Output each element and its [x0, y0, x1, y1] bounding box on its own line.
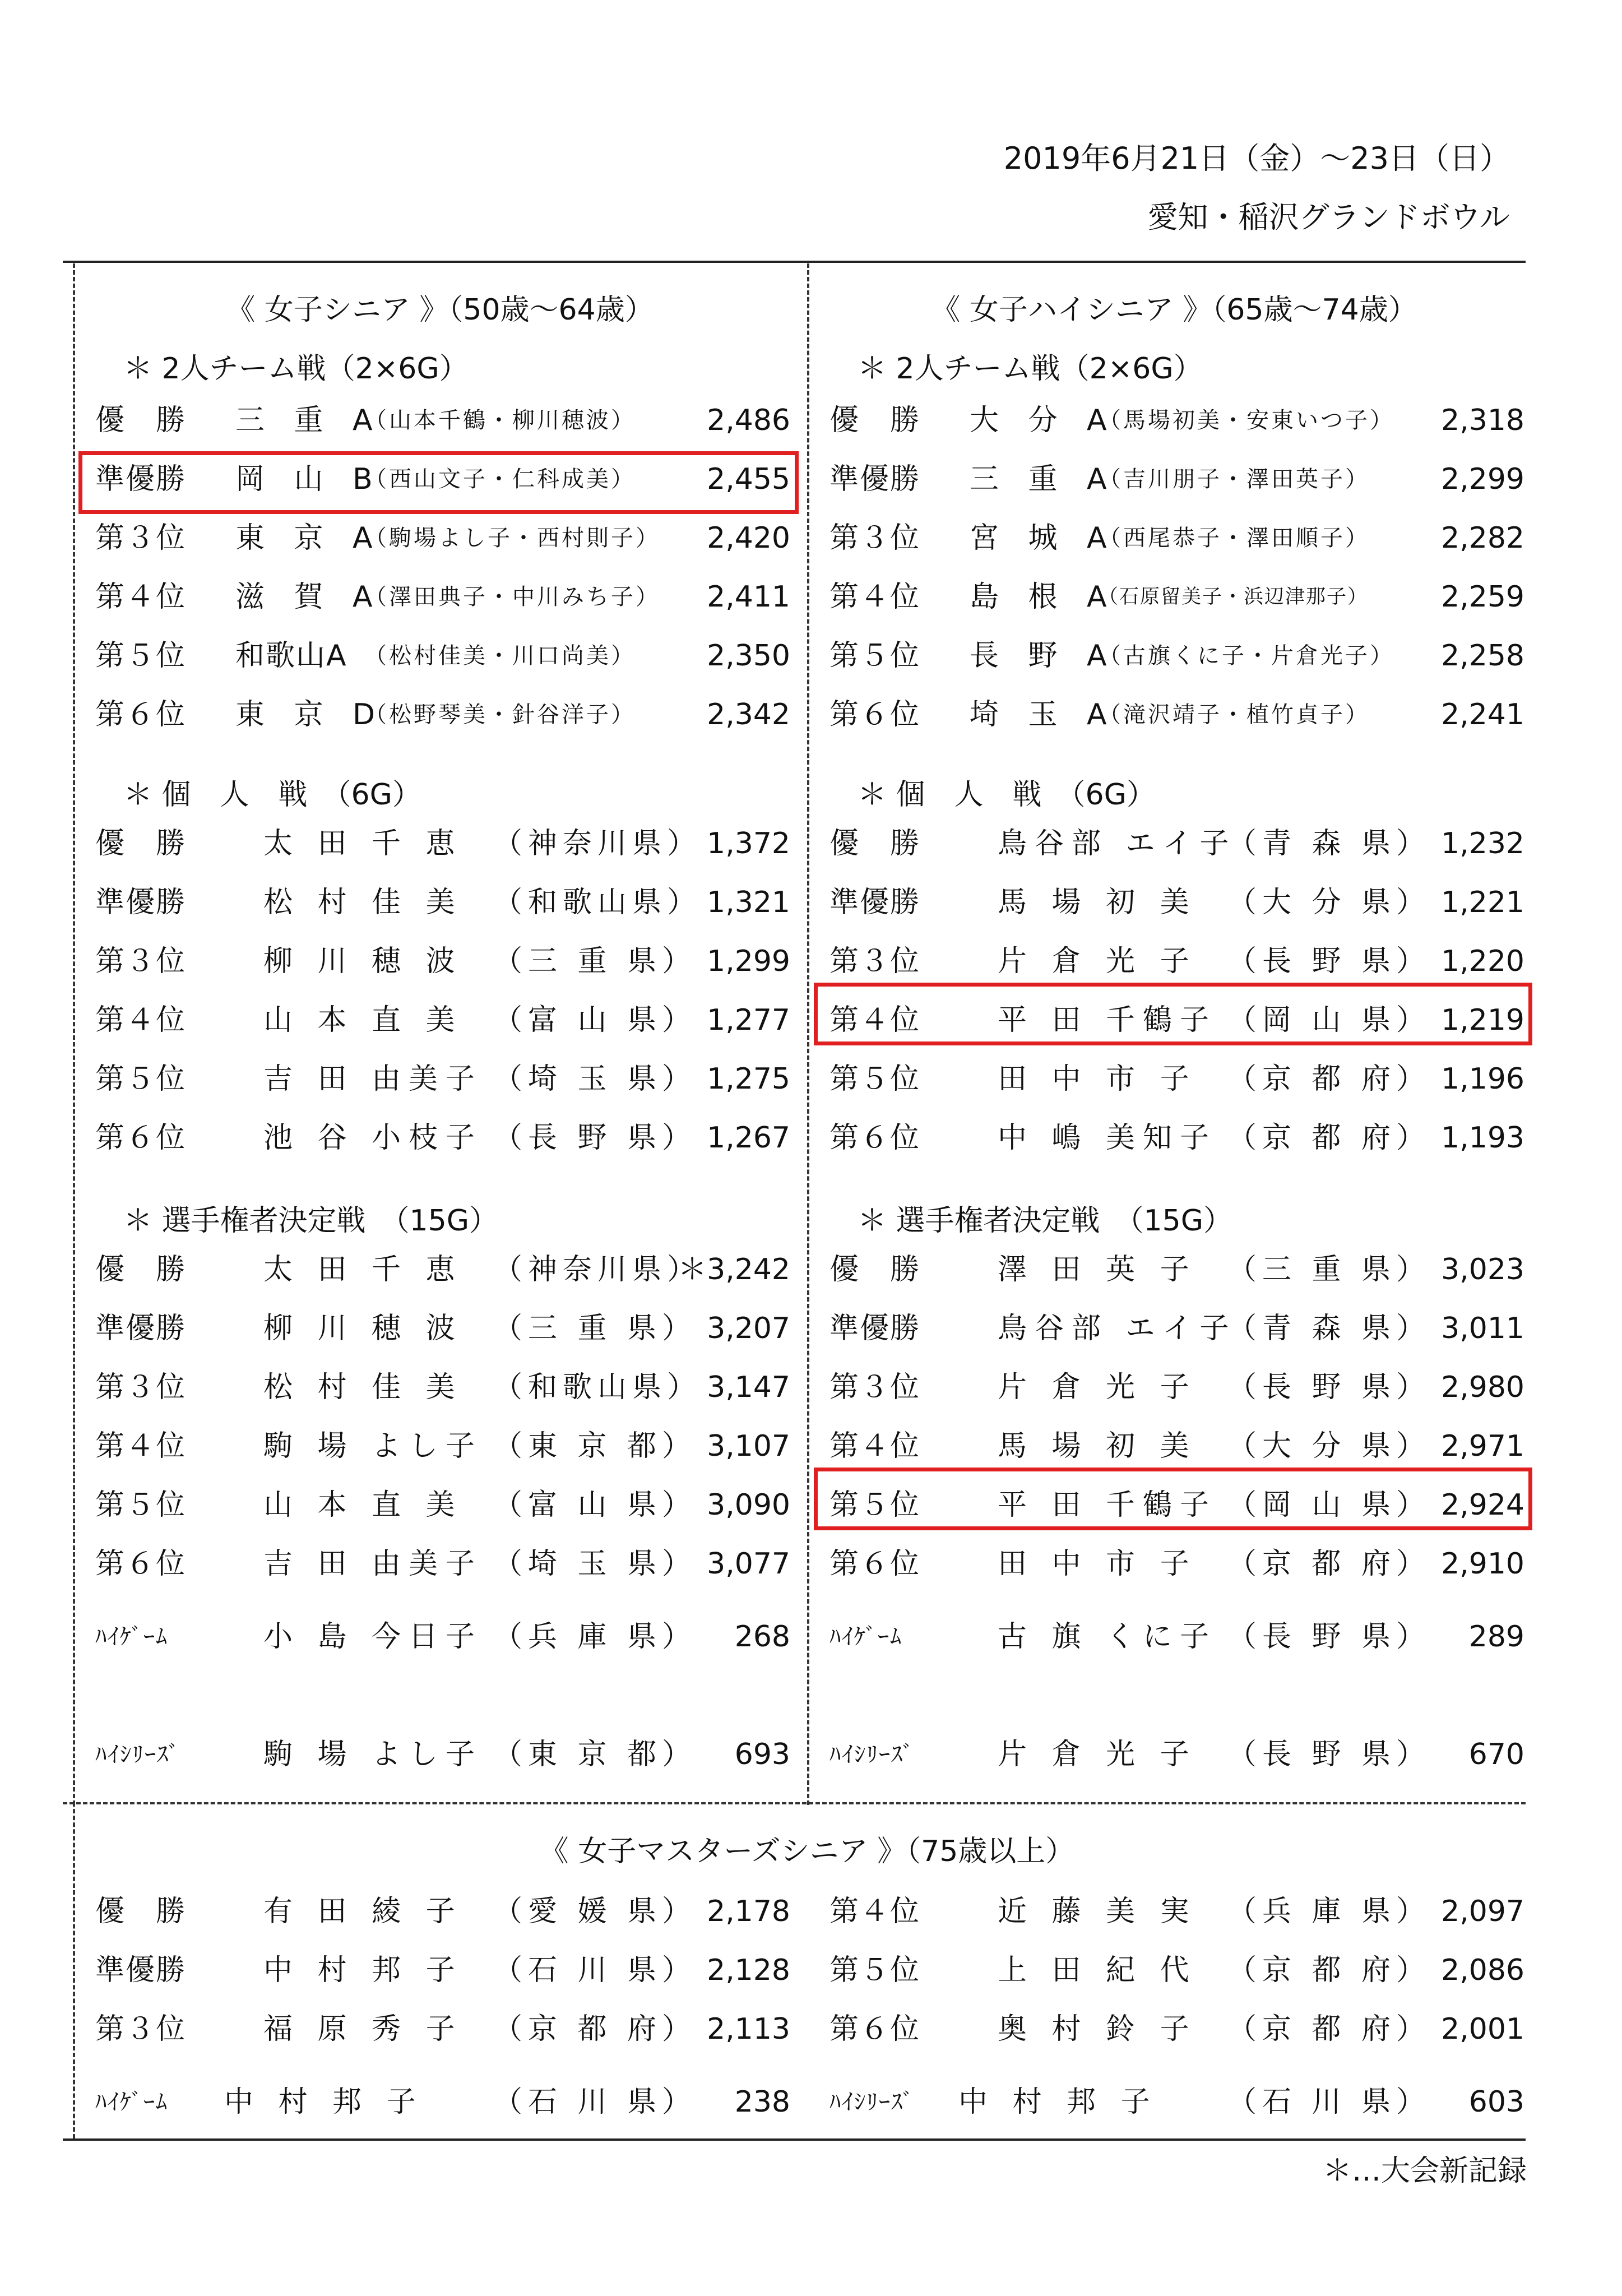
senior-indiv-row — [84, 818, 796, 869]
score: 2,420 — [707, 521, 790, 555]
rank: 第５位 — [829, 1954, 921, 1987]
score: 2,258 — [1441, 639, 1524, 673]
rank: 第３位 — [95, 521, 187, 555]
player-name: 馬 場 初 美 — [998, 886, 1197, 919]
score: 2,086 — [1441, 1954, 1524, 1987]
score: 289 — [1468, 1620, 1524, 1654]
player-name: 柳 川 穂 波 — [263, 1312, 463, 1345]
rank: 第５位 — [829, 639, 921, 673]
player-name: 太 田 千 恵 — [263, 1253, 463, 1286]
prefecture: （和歌山県） — [493, 1371, 702, 1404]
score: 2,241 — [1441, 698, 1524, 732]
masters-row — [84, 1945, 796, 1996]
masters-row — [818, 1886, 1530, 1937]
senior-indiv-row — [84, 936, 796, 987]
prefecture: （三 重 県） — [493, 945, 697, 978]
player-name: 田 中 市 子 — [998, 1547, 1197, 1581]
team-members: （松村佳美・川口尚美） — [364, 643, 636, 669]
senior-team-row — [84, 395, 796, 446]
score: 1,220 — [1441, 945, 1524, 978]
rank: 優 勝 — [95, 1895, 187, 1928]
prefecture: （京 都 府） — [1227, 1954, 1431, 1987]
masters-row — [84, 2004, 796, 2054]
score: 3,077 — [707, 1547, 790, 1581]
team-name: 長 野 A — [970, 639, 1117, 673]
player-name: 奥 村 鈴 子 — [998, 2012, 1197, 2046]
player-name: 馬 場 初 美 — [998, 1429, 1197, 1463]
high-senior-team-row — [818, 454, 1530, 504]
team-members: （山本千鶴・柳川穂波） — [364, 408, 636, 433]
rank: 第５位 — [95, 1062, 187, 1096]
prefecture: （愛 媛 県） — [493, 1895, 697, 1928]
highlight-box — [78, 451, 799, 514]
score: 2,455 — [707, 462, 790, 496]
score: 693 — [734, 1738, 790, 1771]
player-name: 池 谷 小枝子 — [263, 1121, 483, 1155]
senior-team-row — [84, 631, 796, 681]
score: 1,267 — [707, 1121, 790, 1155]
high-senior-indiv-row — [818, 877, 1530, 928]
score: 2,128 — [707, 1954, 790, 1987]
senior-indiv-row — [84, 1113, 796, 1163]
rank: 第６位 — [829, 1121, 921, 1155]
rank: ﾊｲｹﾞｰﾑ — [95, 1624, 168, 1650]
prefecture: （長 野 県） — [1227, 1620, 1431, 1654]
prefecture: （神奈川県） — [493, 1253, 702, 1286]
team-members: （石原留美子・浜辺津那子） — [1099, 586, 1369, 608]
prefecture: （和歌山県） — [493, 886, 702, 919]
rank: 第５位 — [95, 639, 187, 673]
high-senior-team-row — [818, 395, 1530, 446]
team-members: （吉川朋子・澤田英子） — [1099, 466, 1370, 492]
senior-team-row — [84, 689, 796, 740]
prefecture: （兵 庫 県） — [493, 1620, 697, 1654]
masters-left-border — [73, 1802, 75, 2138]
rank: 第４位 — [829, 580, 921, 614]
record-footnote: ＊…大会新記録 — [1322, 2154, 1527, 2188]
prefecture: （東 京 都） — [493, 1429, 697, 1463]
senior-team-row — [84, 513, 796, 563]
score: 2,001 — [1441, 2012, 1524, 2046]
prefecture: （富 山 県） — [493, 1488, 697, 1522]
rank: 第５位 — [95, 1488, 187, 1522]
prefecture: （埼 玉 県） — [493, 1062, 697, 1096]
player-name: 中 嶋 美知子 — [998, 1121, 1217, 1155]
score: 1,196 — [1441, 1062, 1524, 1096]
rank: 優 勝 — [829, 404, 921, 437]
prefecture: （三 重 県） — [493, 1312, 697, 1345]
rank: 第３位 — [829, 1371, 921, 1404]
senior-champ-row — [84, 1362, 796, 1413]
senior-indiv-row — [84, 995, 796, 1045]
high-senior-indiv-title: ＊ 個 人 戦 （6G） — [858, 778, 1156, 812]
rank: 第４位 — [95, 1429, 187, 1463]
high-senior-indiv-row — [818, 936, 1530, 987]
score: 2,113 — [707, 2012, 790, 2046]
rank: 第３位 — [95, 1371, 187, 1404]
player-name: 中 村 邦 子 — [224, 2085, 424, 2119]
senior-team-row — [84, 572, 796, 622]
high-senior-champ-row — [818, 1244, 1530, 1295]
team-members: （澤田典子・中川みち子） — [364, 584, 660, 610]
team-name: 島 根 A — [970, 580, 1117, 614]
high-senior-champ-row — [818, 1303, 1530, 1354]
highlight-box — [814, 1468, 1532, 1530]
score: 3,090 — [707, 1488, 790, 1522]
player-name: 山 本 直 美 — [263, 1003, 463, 1037]
player-name: 松 村 佳 美 — [263, 886, 463, 919]
player-name: 松 村 佳 美 — [263, 1371, 463, 1404]
highlight-box — [814, 983, 1532, 1045]
prefecture: （京 都 府） — [1227, 2012, 1431, 2046]
score: 2,282 — [1441, 521, 1524, 555]
player-name: 駒 場 よし子 — [263, 1429, 483, 1463]
prefecture: （京 都 府） — [1227, 1121, 1431, 1155]
rank: ﾊｲｹﾞｰﾑ — [829, 1624, 902, 1650]
masters-section — [84, 1805, 1530, 2141]
prefecture: （富 山 県） — [493, 1003, 697, 1037]
senior-indiv-row — [84, 1054, 796, 1104]
prefecture: （大 分 県） — [1227, 1429, 1431, 1463]
score: 2,178 — [707, 1895, 790, 1928]
score: 1,372 — [707, 827, 790, 860]
prefecture: （石 川 県） — [493, 2085, 697, 2119]
team-name: 東 京 A — [235, 521, 383, 555]
player-name: 駒 場 よし子 — [263, 1738, 483, 1771]
senior-team-title: ＊ 2人チーム戦（2×6G） — [123, 352, 469, 386]
high-senior-team-title: ＊ 2人チーム戦（2×6G） — [858, 352, 1203, 386]
rank: 第６位 — [95, 1547, 187, 1581]
high-senior-highgame-row — [818, 1612, 1530, 1662]
score: ＊3,242 — [678, 1253, 790, 1286]
team-name: 滋 賀 A — [235, 580, 383, 614]
player-name: 吉 田 由美子 — [263, 1062, 483, 1096]
rank: 準優勝 — [829, 462, 921, 496]
event-date: 2019年6月21日（金）～23日（日） — [1003, 141, 1510, 176]
score: 1,277 — [707, 1003, 790, 1037]
high-senior-team-row — [818, 572, 1530, 622]
senior-champ-row — [84, 1539, 796, 1589]
rank: ﾊｲｼﾘｰｽﾞ — [95, 1742, 180, 1767]
rank: 第４位 — [829, 1003, 921, 1037]
rank: 準優勝 — [95, 886, 187, 919]
rank: ﾊｲｹﾞｰﾑ — [95, 2089, 168, 2115]
team-name: 三 重 A — [970, 462, 1117, 496]
score: 2,259 — [1441, 580, 1524, 614]
player-name: 中 村 邦 子 — [263, 1954, 463, 1987]
score: 1,219 — [1441, 1003, 1524, 1037]
high-senior-team-row — [818, 513, 1530, 563]
rank: 準優勝 — [829, 886, 921, 919]
player-name: 澤 田 英 子 — [998, 1253, 1197, 1286]
score: 3,107 — [707, 1429, 790, 1463]
rank: 第５位 — [829, 1488, 921, 1522]
prefecture: （岡 山 県） — [1227, 1003, 1431, 1037]
event-venue: 愛知・稲沢グランドボウル — [1147, 200, 1510, 235]
score: 1,321 — [707, 886, 790, 919]
prefecture: （石 川 県） — [493, 1954, 697, 1987]
team-members: （西尾恭子・澤田順子） — [1099, 525, 1370, 551]
rank: 第５位 — [829, 1062, 921, 1096]
team-members: （古旗くに子・片倉光子） — [1099, 643, 1394, 669]
masters-highgame-row — [84, 2077, 796, 2127]
score: 2,350 — [707, 639, 790, 673]
score: 268 — [734, 1620, 790, 1654]
rank: 準優勝 — [95, 1954, 187, 1987]
score: 2,299 — [1441, 462, 1524, 496]
high-senior-indiv-row — [818, 818, 1530, 869]
bottom-rule — [63, 2138, 1526, 2141]
player-name: 山 本 直 美 — [263, 1488, 463, 1522]
rank: 優 勝 — [829, 1253, 921, 1286]
player-name: 鳥谷部 エイ子 — [998, 1312, 1237, 1345]
prefecture: （青 森 県） — [1227, 827, 1431, 860]
rank: 優 勝 — [829, 827, 921, 860]
team-name: 宮 城 A — [970, 521, 1117, 555]
high-senior-champ-row — [818, 1421, 1530, 1471]
senior-champ-row — [84, 1244, 796, 1295]
score: 670 — [1468, 1738, 1524, 1771]
score: 603 — [1468, 2085, 1524, 2119]
prefecture: （京 都 府） — [493, 2012, 697, 2046]
masters-row — [818, 1945, 1530, 1996]
team-name: 三 重 A — [235, 404, 383, 437]
player-name: 片 倉 光 子 — [998, 1738, 1197, 1771]
team-name: 大 分 A — [970, 404, 1117, 437]
left-border — [73, 263, 75, 1805]
player-name: 古 旗 くに子 — [998, 1620, 1217, 1654]
score: 3,147 — [707, 1371, 790, 1404]
high-senior-champ-row — [818, 1362, 1530, 1413]
score: 2,318 — [1441, 404, 1524, 437]
prefecture: （埼 玉 県） — [493, 1547, 697, 1581]
rank: 優 勝 — [95, 827, 187, 860]
masters-row — [84, 1886, 796, 1937]
player-name: 有 田 綾 子 — [263, 1895, 463, 1928]
top-rule — [63, 261, 1526, 263]
score: 2,924 — [1441, 1488, 1524, 1522]
prefecture: （青 森 県） — [1227, 1312, 1431, 1345]
prefecture: （京 都 府） — [1227, 1547, 1431, 1581]
team-members: （松野琴美・針谷洋子） — [364, 702, 636, 728]
masters-highseries-row — [818, 2077, 1530, 2127]
rank: 第４位 — [95, 580, 187, 614]
prefecture: （岡 山 県） — [1227, 1488, 1431, 1522]
high-senior-team-row — [818, 689, 1530, 740]
rank: 第３位 — [95, 945, 187, 978]
prefecture: （兵 庫 県） — [1227, 1895, 1431, 1928]
masters-row — [818, 2004, 1530, 2054]
score: 1,275 — [707, 1062, 790, 1096]
senior-champ-row — [84, 1480, 796, 1530]
player-name: 近 藤 美 実 — [998, 1895, 1197, 1928]
rank: 第３位 — [829, 521, 921, 555]
senior-champ-row — [84, 1303, 796, 1354]
team-name: 東 京 D — [235, 698, 386, 732]
rank: 準優勝 — [95, 1312, 187, 1345]
player-name: 吉 田 由美子 — [263, 1547, 483, 1581]
senior-title: 《 女子シニア 》（50歳～64歳） — [226, 293, 654, 327]
prefecture: （長 野 県） — [1227, 945, 1431, 978]
prefecture: （東 京 都） — [493, 1738, 697, 1771]
player-name: 福 原 秀 子 — [263, 2012, 463, 2046]
high-senior-champ-title: ＊ 選手権者決定戦 （15G） — [858, 1204, 1232, 1238]
score: 2,411 — [707, 580, 790, 614]
senior-highseries-row — [84, 1729, 796, 1780]
high-senior-indiv-row — [818, 1054, 1530, 1104]
score: 1,221 — [1441, 886, 1524, 919]
high-senior-champ-row — [818, 1539, 1530, 1589]
prefecture: （神奈川県） — [493, 827, 702, 860]
player-name: 平 田 千鶴子 — [998, 1488, 1217, 1522]
high-senior-team-row — [818, 631, 1530, 681]
score: 3,011 — [1441, 1312, 1524, 1345]
high-senior-title: 《 女子ハイシニア 》（65歳～74歳） — [931, 293, 1417, 327]
senior-highgame-row — [84, 1612, 796, 1662]
player-name: 太 田 千 恵 — [263, 827, 463, 860]
rank: 第４位 — [95, 1003, 187, 1037]
player-name: 上 田 紀 代 — [998, 1954, 1197, 1987]
player-name: 柳 川 穂 波 — [263, 945, 463, 978]
score: 2,486 — [707, 404, 790, 437]
team-members: （滝沢靖子・植竹貞子） — [1099, 702, 1370, 728]
player-name: 片 倉 光 子 — [998, 945, 1197, 978]
score: 1,232 — [1441, 827, 1524, 860]
rank: ﾊｲｼﾘｰｽﾞ — [829, 1742, 915, 1767]
rank: 準優勝 — [95, 462, 187, 496]
rank: 第３位 — [829, 945, 921, 978]
prefecture: （長 野 県） — [1227, 1371, 1431, 1404]
senior-champ-title: ＊ 選手権者決定戦 （15G） — [123, 1204, 498, 1238]
team-members: （駒場よし子・西村則子） — [364, 525, 660, 551]
score: 1,193 — [1441, 1121, 1524, 1155]
rank: 第６位 — [829, 2012, 921, 2046]
rank: 第６位 — [95, 1121, 187, 1155]
rank: 準優勝 — [829, 1312, 921, 1345]
player-name: 中 村 邦 子 — [958, 2085, 1158, 2119]
rank: ﾊｲｼﾘｰｽﾞ — [829, 2089, 915, 2115]
prefecture: （長 野 県） — [493, 1121, 697, 1155]
masters-title: 《 女子マスターズシニア 》（75歳以上） — [539, 1835, 1075, 1868]
senior-indiv-row — [84, 877, 796, 928]
score: 2,971 — [1441, 1429, 1524, 1463]
score: 2,910 — [1441, 1547, 1524, 1581]
team-name: 和歌山A — [235, 639, 347, 673]
rank: 優 勝 — [95, 404, 187, 437]
rank: 第６位 — [95, 698, 187, 732]
player-name: 小 島 今日子 — [263, 1620, 483, 1654]
rank: 第４位 — [829, 1429, 921, 1463]
score: 2,097 — [1441, 1895, 1524, 1928]
masters-divider — [63, 1802, 1526, 1804]
score: 2,980 — [1441, 1371, 1524, 1404]
score: 2,342 — [707, 698, 790, 732]
score: 3,207 — [707, 1312, 790, 1345]
prefecture: （京 都 府） — [1227, 1062, 1431, 1096]
team-members: （西山文子・仁科成美） — [364, 466, 636, 492]
player-name: 平 田 千鶴子 — [998, 1003, 1217, 1037]
prefecture: （三 重 県） — [1227, 1253, 1431, 1286]
score: 1,299 — [707, 945, 790, 978]
rank: 第４位 — [829, 1895, 921, 1928]
team-name: 岡 山 B — [235, 462, 383, 496]
team-name: 埼 玉 A — [970, 698, 1117, 732]
player-name: 片 倉 光 子 — [998, 1371, 1197, 1404]
player-name: 鳥谷部 エイ子 — [998, 827, 1237, 860]
rank: 優 勝 — [95, 1253, 187, 1286]
high-senior-highseries-row — [818, 1729, 1530, 1780]
senior-champ-row — [84, 1421, 796, 1471]
senior-indiv-title: ＊ 個 人 戦 （6G） — [123, 778, 421, 812]
player-name: 田 中 市 子 — [998, 1062, 1197, 1096]
rank: 第６位 — [829, 1547, 921, 1581]
rank: 第６位 — [829, 698, 921, 732]
high-senior-indiv-row — [818, 1113, 1530, 1163]
prefecture: （長 野 県） — [1227, 1738, 1431, 1771]
rank: 第３位 — [95, 2012, 187, 2046]
prefecture: （大 分 県） — [1227, 886, 1431, 919]
team-members: （馬場初美・安東いつ子） — [1099, 408, 1394, 433]
center-divider — [807, 263, 809, 1805]
prefecture: （石 川 県） — [1227, 2085, 1431, 2119]
score: 238 — [734, 2085, 790, 2119]
score: 3,023 — [1441, 1253, 1524, 1286]
